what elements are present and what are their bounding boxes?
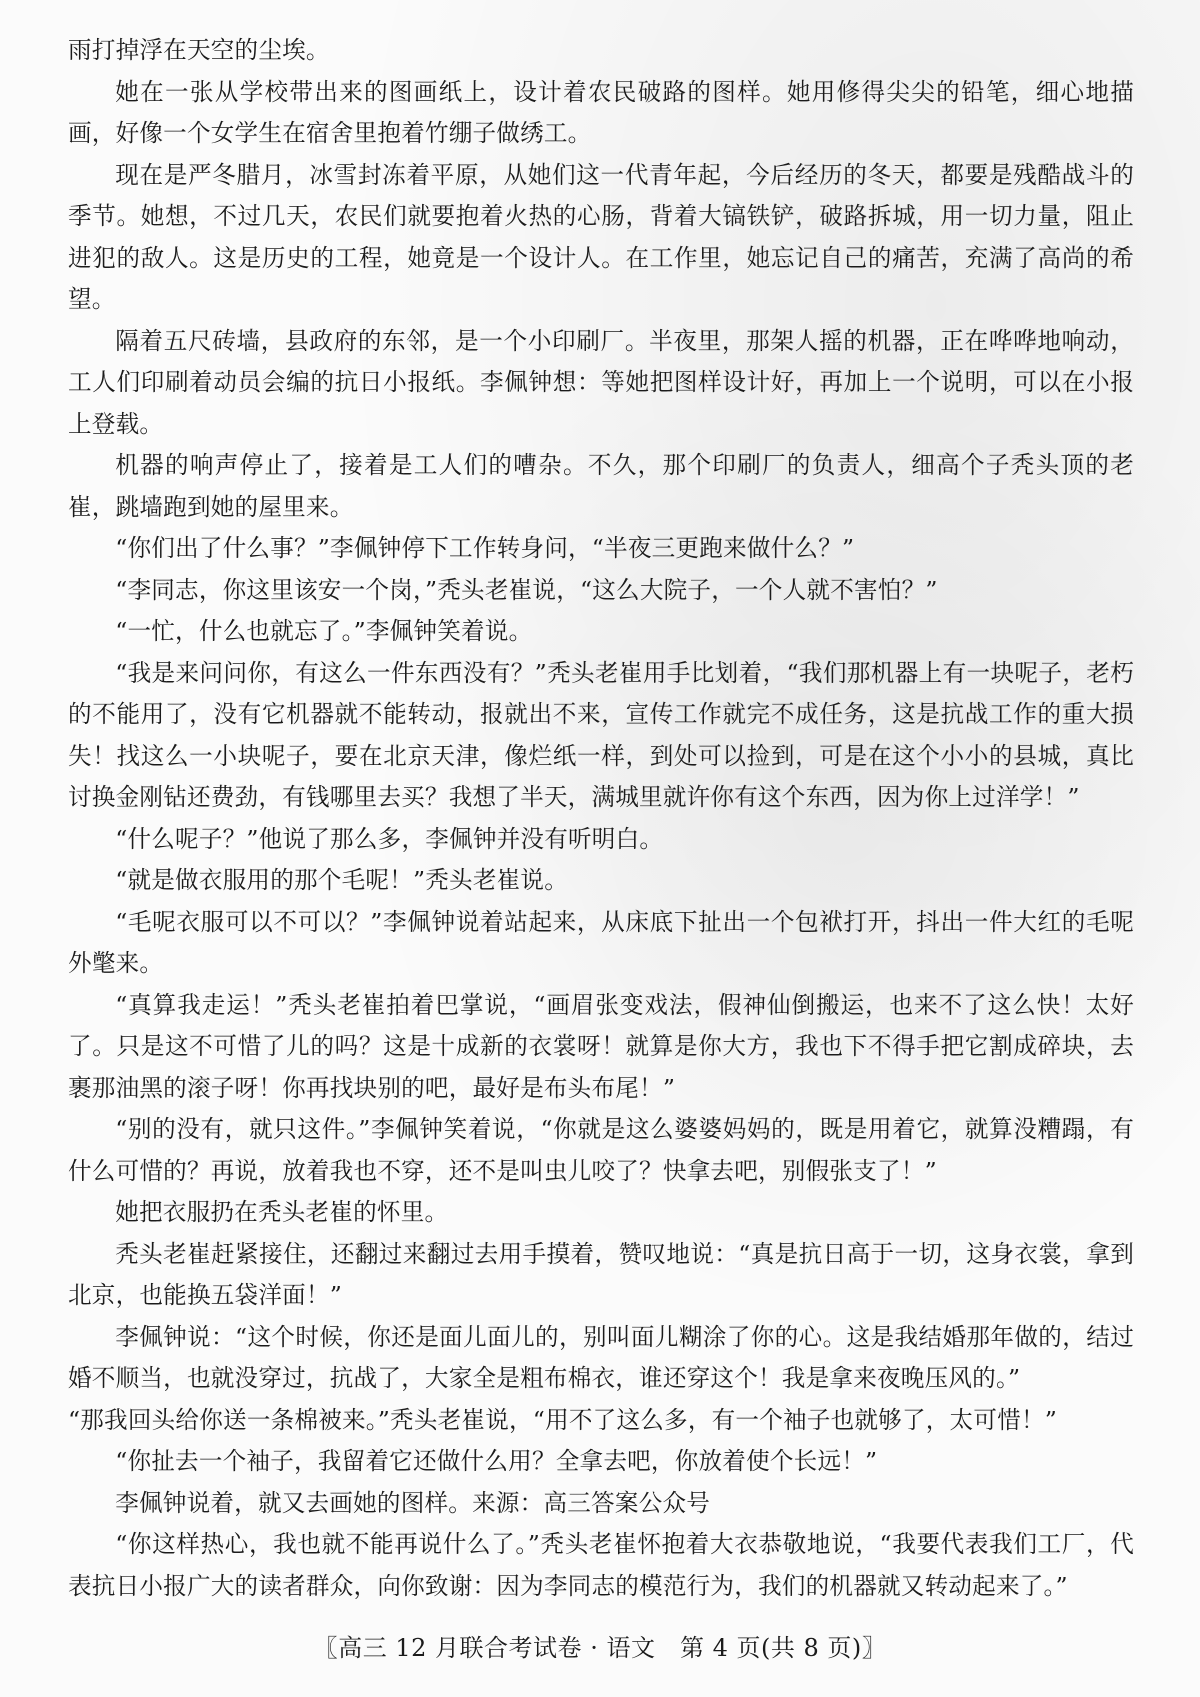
article-paragraph: “我是来问问你，有这么一件东西没有？”秃头老崔用手比划着，“我们那机器上有一块呢子，老朽的不能用了，没有它机器就不能转动，报就出不来，宣传工作就完不成任务，这是抗战工作的重大损失！找这么一小块呢子，要在北京天津，像烂纸一样，到处可以捡到，可是在这个小小的县城，真比讨换金刚钻还费劲，有钱哪里去买？我想了半天，满城里就许你有这个东西，因为你上过洋学！” [68, 658, 1134, 811]
article-paragraph: “你扯去一个袖子，我留着它还做什么用？全拿去吧，你放着使个长远！” [115, 1447, 878, 1475]
article-paragraph: 现在是严冬腊月，冰雪封冻着平原，从她们这一代青年起，今后经历的冬天，都要是残酷战斗的季节。她想，不过几天，农民们就要抱着火热的心肠，背着大镐铁铲，破路拆城，用一切力量，阻止进犯的敌人。这是历史的工程，她竟是一个设计人。在工作里，她忘记自己的痛苦，充满了高尚的希望。 [68, 160, 1134, 313]
article-paragraph: 她把衣服扔在秃头老崔的怀里。 [115, 1198, 449, 1226]
article-paragraph: “李同志，你这里该安一个岗，”秃头老崔说，“这么大院子，一个人就不害怕？” [115, 575, 938, 604]
article-paragraph: “一忙，什么也就忘了。”李佩钟笑着说。 [115, 617, 533, 645]
article-paragraph: 雨打掉浮在天空的尘埃。 [68, 36, 330, 64]
article-paragraph: 李佩钟说着，就又去画她的图样。来源：高三答案公众号 [115, 1488, 711, 1517]
article-paragraph: 李佩钟说：“这个时候，你还是面儿面儿的，别叫面儿糊涂了你的心。这是我结婚那年做的，结过婚不顺当，也就没穿过，抗战了，大家全是粗布棉衣，谁还穿这个！我是拿来夜晚压风的。” [68, 1322, 1134, 1392]
article-body [68, 30, 1134, 1607]
article-paragraph: 她在一张从学校带出来的图画纸上，设计着农民破路的图样。她用修得尖尖的铅笔，细心地描画，好像一个女学生在宿舍里抱着竹绷子做绣工。 [68, 77, 1134, 147]
article-paragraph: “毛呢衣服可以不可以？”李佩钟说着站起来，从床底下扯出一个包袱打开，抖出一件大红的毛呢外氅来。 [68, 907, 1134, 977]
article-paragraph: “什么呢子？”他说了那么多，李佩钟并没有听明白。 [115, 824, 664, 853]
article-paragraph: “真算我走运！”秃头老崔拍着巴掌说，“画眉张变戏法，假神仙倒搬运，也来不了这么快！太好了。只是这不可惜了儿的吗？这是十成新的衣裳呀！就算是你大方，我也下不得手把它割成碎块，去裹那油黑的滚子呀！你再找块别的吧，最好是布头布尾！” [68, 990, 1134, 1102]
article-paragraph: “你们出了什么事？”李佩钟停下工作转身问，“半夜三更跑来做什么？” [115, 534, 855, 562]
article-paragraph: 机器的响声停止了，接着是工人们的嘈杂。不久，那个印刷厂的负责人，细高个子秃头顶的老崔，跳墙跑到她的屋里来。 [68, 451, 1134, 521]
article-paragraph: 隔着五尺砖墙，县政府的东邻，是一个小印刷厂。半夜里，那架人摇的机器，正在哗哗地响动，工人们印刷着动员会编的抗日小报纸。李佩钟想：等她把图样设计好，再加上一个说明，可以在小报上登载。 [68, 326, 1134, 438]
article-paragraph: “就是做衣服用的那个毛呢！”秃头老崔说。 [115, 866, 568, 894]
article-paragraph: “那我回头给你送一条棉被来。”秃头老崔说，“用不了这么多，有一个袖子也就够了，太可惜！” [68, 1405, 1057, 1434]
article-paragraph: “别的没有，就只这件。”李佩钟笑着说，“你就是这么婆婆妈妈的，既是用着它，就算没糟蹋，有什么可惜的？再说，放着我也不穿，还不是叫虫儿咬了？快拿去吧，别假张支了！” [68, 1115, 1134, 1185]
page-footer: 〖高三 12 月联合考试卷 · 语文 第 4 页(共 8 页)〗 [313, 1634, 887, 1662]
article-paragraph: “你这样热心，我也就不能再说什么了。”秃头老崔怀抱着大衣恭敬地说，“我要代表我们工厂，代表抗日小报广大的读者群众，向你致谢：因为李同志的模范行为，我们的机器就又转动起来了。” [68, 1530, 1134, 1600]
article-paragraph: 秃头老崔赶紧接住，还翻过来翻过去用手摸着，赞叹地说：“真是抗日高于一切，这身衣裳，拿到北京，也能换五袋洋面！” [68, 1239, 1134, 1309]
